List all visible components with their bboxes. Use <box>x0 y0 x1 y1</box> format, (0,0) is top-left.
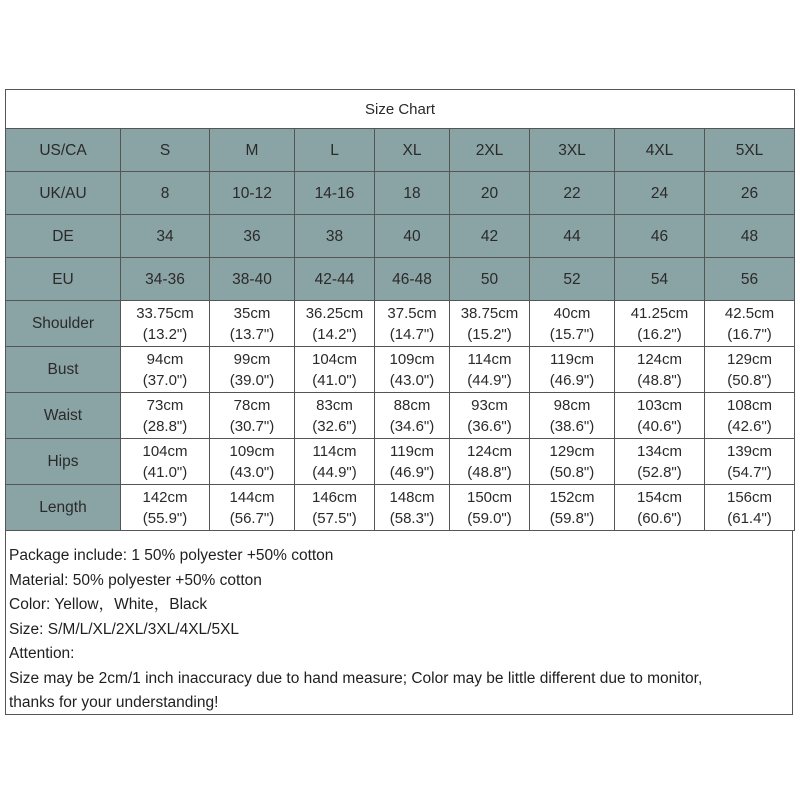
notes-block <box>9 544 789 716</box>
measurement-inch: (50.8") <box>549 463 595 481</box>
measurement-cell <box>295 347 375 393</box>
measurement-cell <box>450 347 530 393</box>
measurement-cm: 78cm <box>233 396 271 414</box>
measurement-cell <box>530 301 615 347</box>
measurement-cm: 103cm <box>636 396 683 414</box>
measurement-cell <box>375 301 450 347</box>
size-row-us-ca <box>6 129 795 172</box>
measurement-cm: 152cm <box>549 488 595 506</box>
row-label: Waist <box>6 393 121 439</box>
measurement-cm: 94cm <box>146 350 184 368</box>
row-label: DE <box>6 215 121 258</box>
measurement-inch: (28.8") <box>142 417 188 435</box>
measurement-cm: 124cm <box>636 350 683 368</box>
size-cell: 54 <box>615 258 705 301</box>
size-cell: 4XL <box>615 129 705 172</box>
measurement-cell <box>705 439 795 485</box>
size-chart-table <box>5 89 795 531</box>
measurement-cell <box>210 393 295 439</box>
measurement-cm: 35cm <box>233 304 271 322</box>
measurement-cell <box>705 301 795 347</box>
measurement-cm: 36.25cm <box>305 304 364 322</box>
measurement-cm: 114cm <box>467 350 512 368</box>
size-chart-title: Size Chart <box>6 90 795 129</box>
measurement-inch: (55.9") <box>142 509 188 527</box>
measurement-cm: 93cm <box>471 396 508 414</box>
size-cell: 22 <box>530 172 615 215</box>
measurement-cm: 124cm <box>466 442 513 460</box>
measurement-cell <box>121 439 210 485</box>
size-cell: 40 <box>375 215 450 258</box>
measurement-inch: (56.7") <box>229 509 275 527</box>
measurement-cell <box>121 301 210 347</box>
measurement-inch: (13.2") <box>142 325 188 343</box>
measurement-cell <box>295 485 375 531</box>
measurement-cell <box>210 439 295 485</box>
measurement-cm: 42.5cm <box>724 304 775 322</box>
measurement-inch: (40.6") <box>637 417 682 435</box>
measurement-inch: (43.0") <box>229 463 275 481</box>
measurement-inch: (14.7") <box>389 325 435 343</box>
measurement-cell <box>375 485 450 531</box>
measurement-cm: 37.5cm <box>387 304 437 322</box>
measurement-cell <box>530 393 615 439</box>
measurement-inch: (52.8") <box>637 463 682 481</box>
measurement-cm: 146cm <box>311 488 358 506</box>
measurement-cell <box>615 347 705 393</box>
measurement-cell <box>450 393 530 439</box>
size-cell: 42 <box>450 215 530 258</box>
measurement-inch: (44.9") <box>312 463 357 481</box>
measurement-inch: (61.4") <box>727 509 772 527</box>
size-cell: 46 <box>615 215 705 258</box>
row-label: US/CA <box>6 129 121 172</box>
row-label: EU <box>6 258 121 301</box>
note-line: Material: 50% polyester +50% cotton <box>9 571 262 589</box>
measurement-cm: 104cm <box>142 442 188 460</box>
measurement-inch: (59.8") <box>549 509 595 527</box>
row-label: Length <box>6 485 121 531</box>
measurement-inch: (15.7") <box>549 325 595 343</box>
measurement-row-shoulder <box>6 301 795 347</box>
size-cell: 14-16 <box>295 172 375 215</box>
measurement-inch: (59.0") <box>467 509 512 527</box>
size-cell: 50 <box>450 258 530 301</box>
size-cell: M <box>210 129 295 172</box>
size-cell: 3XL <box>530 129 615 172</box>
size-cell: 2XL <box>450 129 530 172</box>
size-cell: 26 <box>705 172 795 215</box>
size-cell: S <box>121 129 210 172</box>
measurement-inch: (46.9") <box>389 463 435 481</box>
measurement-row-length <box>6 485 795 531</box>
size-cell: 42-44 <box>295 258 375 301</box>
row-label: Hips <box>6 439 121 485</box>
note-line: Size may be 2cm/1 inch inaccuracy due to hand measure; Color may be little different due to monitor, <box>9 669 703 687</box>
measurement-row-hips <box>6 439 795 485</box>
measurement-cm: 40cm <box>553 304 591 322</box>
measurement-inch: (41.0") <box>312 371 357 389</box>
size-cell: 44 <box>530 215 615 258</box>
measurement-cm: 99cm <box>233 350 271 368</box>
measurement-inch: (39.0") <box>229 371 275 389</box>
measurement-cm: 41.25cm <box>630 304 689 322</box>
measurement-cell <box>210 347 295 393</box>
note-line: Color: Yellow，White，Black <box>9 596 208 613</box>
measurement-cell <box>121 393 210 439</box>
measurement-cell <box>705 347 795 393</box>
measurement-cell <box>375 439 450 485</box>
size-cell: XL <box>375 129 450 172</box>
measurement-cm: 83cm <box>316 396 353 414</box>
row-label: Shoulder <box>6 301 121 347</box>
measurement-cm: 134cm <box>636 442 683 460</box>
size-cell: 24 <box>615 172 705 215</box>
size-row-uk-au <box>6 172 795 215</box>
measurement-cell <box>705 485 795 531</box>
measurement-cm: 154cm <box>636 488 683 506</box>
measurement-cell <box>450 485 530 531</box>
measurement-inch: (50.8") <box>727 371 772 389</box>
measurement-cm: 129cm <box>549 442 595 460</box>
measurement-inch: (48.8") <box>467 463 512 481</box>
measurement-cm: 119cm <box>390 442 434 460</box>
measurement-cm: 150cm <box>466 488 513 506</box>
measurement-cm: 148cm <box>389 488 435 506</box>
measurement-cell <box>615 485 705 531</box>
measurement-inch: (48.8") <box>637 371 682 389</box>
measurement-inch: (15.2") <box>467 325 512 343</box>
measurement-cell <box>210 485 295 531</box>
size-cell: 5XL <box>705 129 795 172</box>
measurement-inch: (43.0") <box>389 371 435 389</box>
measurement-cell <box>450 439 530 485</box>
size-cell: 10-12 <box>210 172 295 215</box>
size-cell: 56 <box>705 258 795 301</box>
measurement-inch: (38.6") <box>549 417 595 435</box>
measurement-cell <box>375 393 450 439</box>
measurement-cell <box>615 301 705 347</box>
measurement-cm: 144cm <box>229 488 275 506</box>
measurement-cm: 108cm <box>726 396 773 414</box>
measurement-inch: (30.7") <box>229 417 275 435</box>
measurement-cell <box>295 393 375 439</box>
measurement-row-bust <box>6 347 795 393</box>
size-cell: 48 <box>705 215 795 258</box>
size-row-de <box>6 215 795 258</box>
measurement-cell <box>530 485 615 531</box>
measurement-inch: (46.9") <box>549 371 595 389</box>
measurement-cm: 114cm <box>312 442 357 460</box>
measurement-cell <box>615 439 705 485</box>
row-label: Bust <box>6 347 121 393</box>
measurement-cell <box>295 301 375 347</box>
note-line: Size: S/M/L/XL/2XL/3XL/4XL/5XL <box>9 620 240 638</box>
measurement-cell <box>210 301 295 347</box>
measurement-inch: (44.9") <box>467 371 512 389</box>
measurement-cm: 104cm <box>311 350 358 368</box>
measurement-inch: (57.5") <box>312 509 357 527</box>
note-line: Package include: 1 50% polyester +50% cotton <box>9 547 334 564</box>
measurement-row-waist <box>6 393 795 439</box>
measurement-cm: 119cm <box>550 350 594 368</box>
size-cell: 20 <box>450 172 530 215</box>
size-cell: 38 <box>295 215 375 258</box>
measurement-cm: 38.75cm <box>460 304 519 322</box>
size-row-eu <box>6 258 795 301</box>
measurement-inch: (54.7") <box>727 463 772 481</box>
measurement-inch: (37.0") <box>142 371 188 389</box>
measurement-cm: 109cm <box>229 442 275 460</box>
measurement-inch: (16.7") <box>727 325 772 343</box>
measurement-inch: (41.0") <box>142 463 188 481</box>
row-label: UK/AU <box>6 172 121 215</box>
measurement-cm: 98cm <box>553 396 591 414</box>
measurement-cm: 33.75cm <box>136 304 194 322</box>
measurement-cell <box>121 347 210 393</box>
size-cell: 46-48 <box>375 258 450 301</box>
measurement-cm: 88cm <box>393 396 431 414</box>
measurement-inch: (42.6") <box>727 417 772 435</box>
measurement-cm: 139cm <box>726 442 773 460</box>
measurement-cell <box>375 347 450 393</box>
measurement-inch: (60.6") <box>637 509 682 527</box>
measurement-cell <box>121 485 210 531</box>
measurement-inch: (13.7") <box>229 325 275 343</box>
measurement-cell <box>530 439 615 485</box>
measurement-cell <box>450 301 530 347</box>
measurement-inch: (58.3") <box>389 509 435 527</box>
measurement-cell <box>615 393 705 439</box>
size-cell: L <box>295 129 375 172</box>
measurement-inch: (16.2") <box>637 325 682 343</box>
note-line: thanks for your understanding! <box>9 694 219 711</box>
size-cell: 34-36 <box>121 258 210 301</box>
measurement-cell <box>530 347 615 393</box>
size-cell: 18 <box>375 172 450 215</box>
measurement-cell <box>705 393 795 439</box>
measurement-inch: (14.2") <box>312 325 357 343</box>
measurement-cm: 156cm <box>726 488 773 506</box>
measurement-cm: 129cm <box>726 350 773 368</box>
measurement-cell <box>295 439 375 485</box>
measurement-cm: 109cm <box>389 350 435 368</box>
note-line: Attention: <box>9 645 75 662</box>
size-cell: 38-40 <box>210 258 295 301</box>
size-cell: 52 <box>530 258 615 301</box>
measurement-cm: 142cm <box>142 488 188 506</box>
size-chart-sheet <box>5 89 793 715</box>
size-cell: 8 <box>121 172 210 215</box>
measurement-inch: (36.6") <box>467 417 512 435</box>
size-cell: 34 <box>121 215 210 258</box>
measurement-inch: (34.6") <box>389 417 435 435</box>
size-cell: 36 <box>210 215 295 258</box>
measurement-inch: (32.6") <box>312 417 357 435</box>
measurement-cm: 73cm <box>146 396 184 414</box>
